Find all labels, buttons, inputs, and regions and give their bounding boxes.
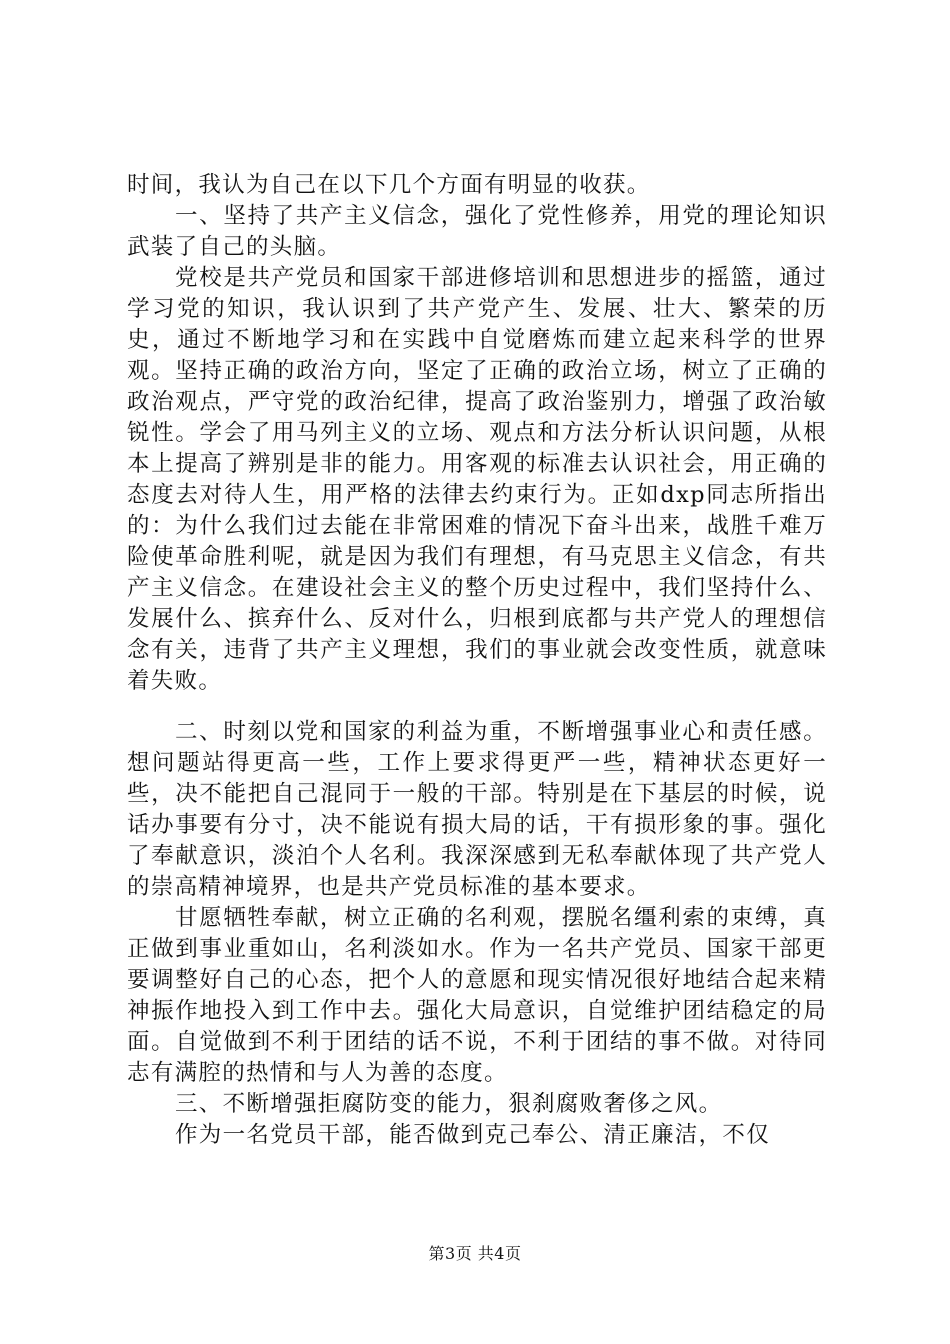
section-heading-1: 一、坚持了共产主义信念，强化了党性修养，用党的理论知识武装了自己的头脑。 [127, 203, 827, 260]
paragraph-dedication: 甘愿牺牲奉献，树立正确的名利观，摆脱名缰利索的束缚，真正做到事业重如山，名利淡如水。作为一名共产党员、国家干部更要调整好自己的心态，把个人的意愿和现实情况很好地结合起来精神振作地投入到工作中去。强化大局意识，自觉维护团结稳定的局面。自觉做到不利于团结的话不说，不利于团结的事不做。对待同志有满腔的热情和与人为善的态度。 [127, 905, 827, 1086]
document-body [127, 170, 827, 1151]
page-footer: 第3页 共4页 [428, 1244, 522, 1263]
paragraph-continuation: 时间，我认为自己在以下几个方面有明显的收获。 [127, 172, 651, 198]
paragraph-party-school: 党校是共产党员和国家干部进修培训和思想进步的摇篮，通过学习党的知识，我认识到了共产党产生、发展、壮大、繁荣的历史，通过不断地学习和在实践中自觉磨炼而建立起来科学的世界观。坚持正确的政治方向，坚定了正确的政治立场，树立了正确的政治观点，严守党的政治纪律，提高了政治鉴别力，增强了政治敏锐性。学会了用马列主义的立场、观点和方法分析认识问题，从根本上提高了辨别是非的能力。用客观的标准去认识社会，用正确的态度去对待人生，用严格的法律去约束行为。正如dxp同志所指出的：为什么我们过去能在非常困难的情况下奋斗出来，战胜千难万险使革命胜利呢，就是因为我们有理想，有马克思主义信念，有共产主义信念。在建设社会主义的整个历史过程中，我们坚持什么、发展什么、摈弃什么、反对什么，归根到底都与共产党人的理想信念有关，违背了共产主义理想，我们的事业就会改变性质，就意味着失败。 [127, 265, 827, 694]
section-heading-3: 三、不断增强拒腐防变的能力，狠刹腐败奢侈之风。 [175, 1091, 723, 1117]
section-heading-2: 二、时刻以党和国家的利益为重，不断增强事业心和责任感。想问题站得更高一些，工作上要求得更严一些，精神状态更好一些，决不能把自己混同于一般的干部。特别是在下基层的时候，说话办事要有分寸，决不能说有损大局的话，干有损形象的事。强化了奉献意识，淡泊个人名利。我深深感到无私奉献体现了共产党人的崇高精神境界，也是共产党员标准的基本要求。 [127, 719, 827, 900]
paragraph-integrity: 作为一名党员干部，能否做到克己奉公、清正廉洁，不仅 [175, 1122, 771, 1148]
